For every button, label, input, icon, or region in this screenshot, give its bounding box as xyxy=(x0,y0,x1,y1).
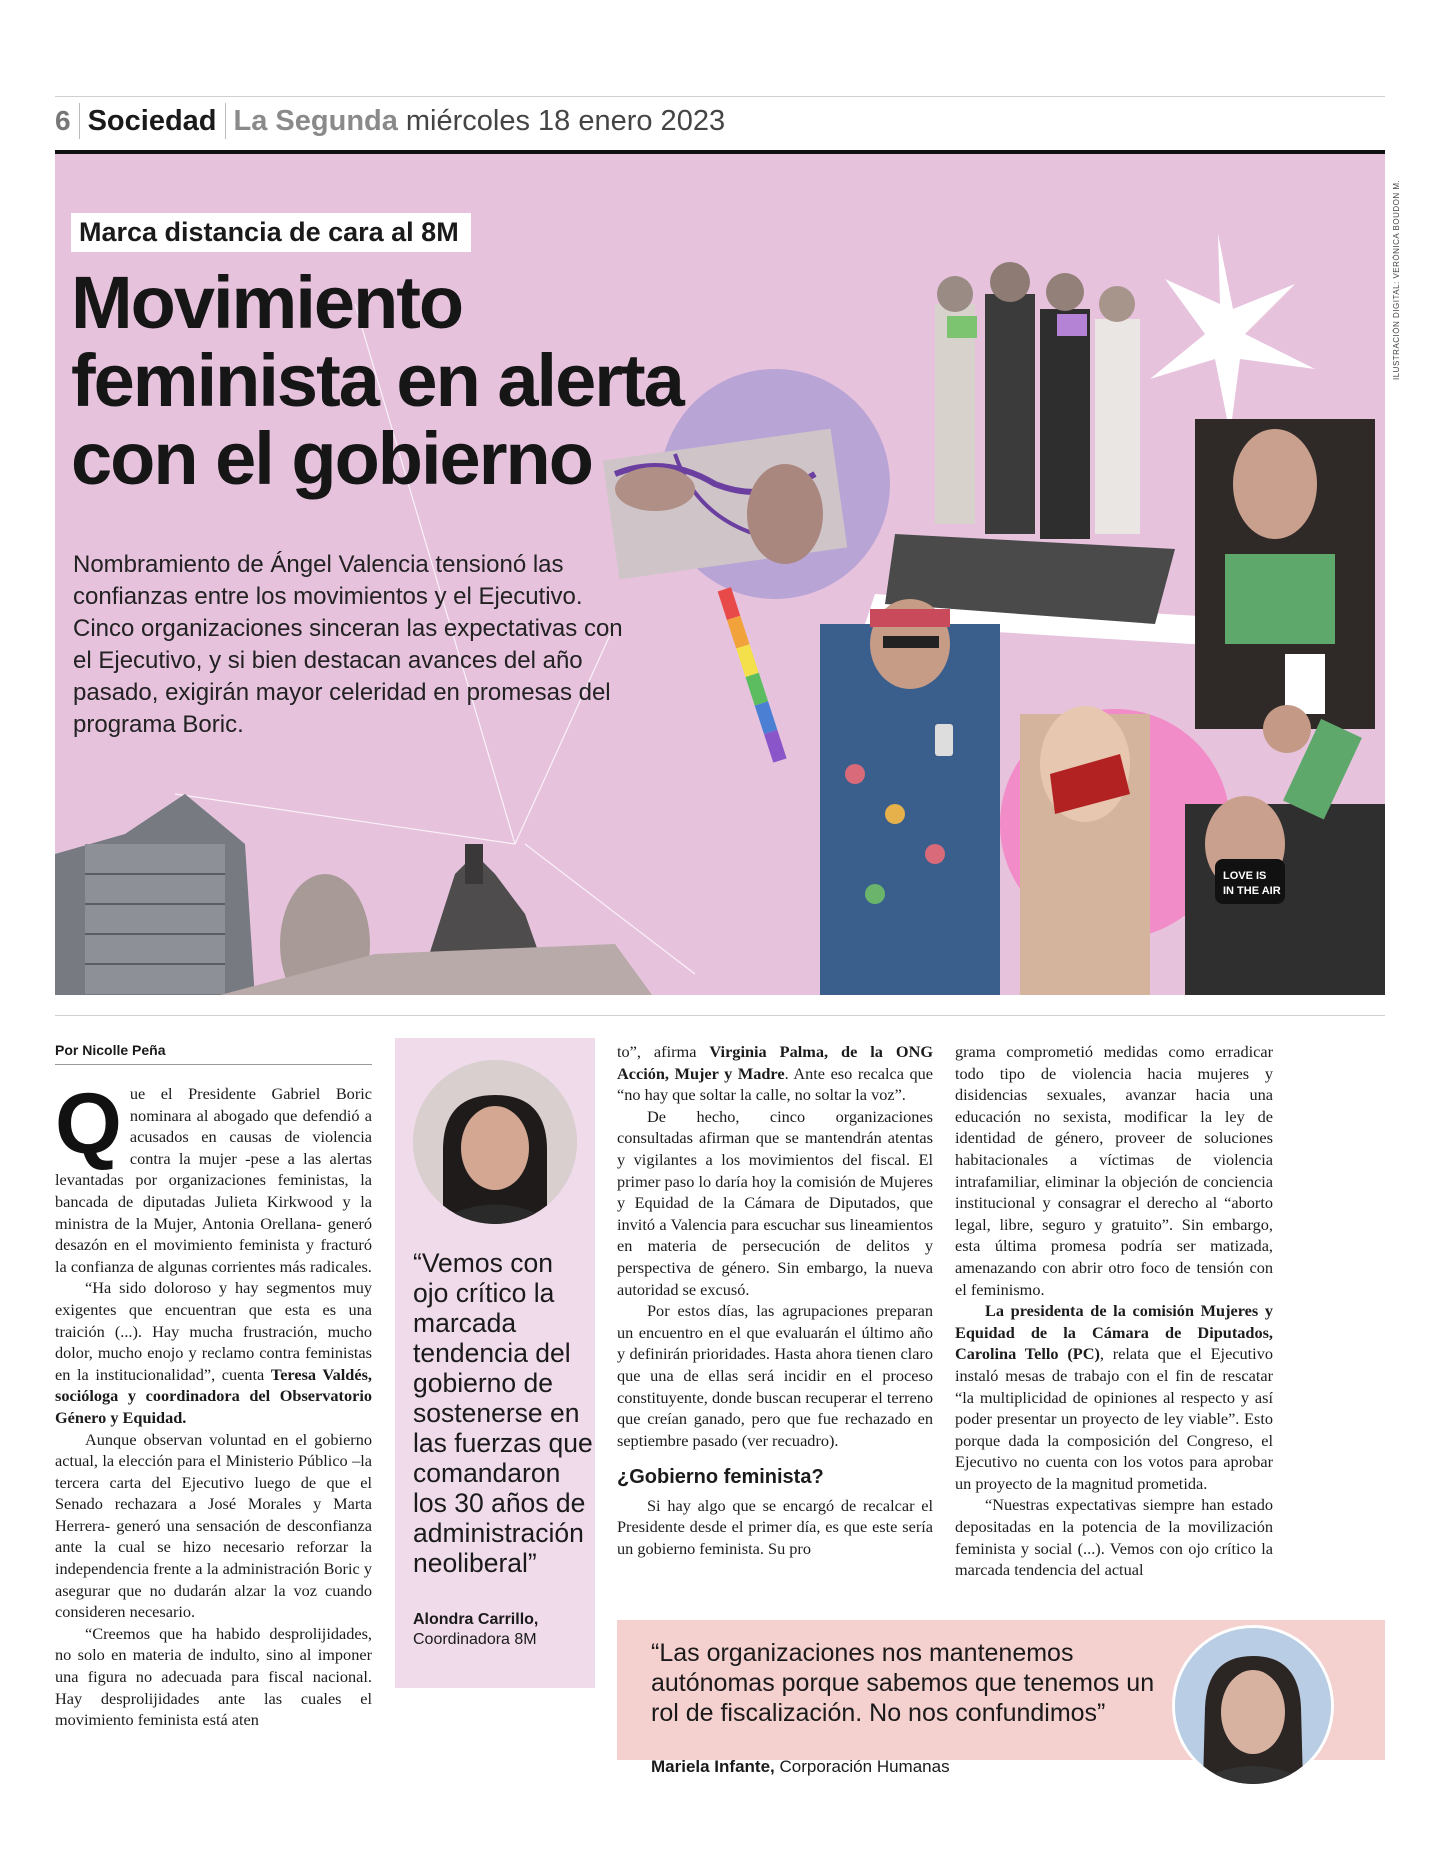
article-paragraph: De hecho, cinco organizaciones consultadas afirman que se mantendrán atentas y vigilantes a los movimientos del fiscal. El primer paso lo daría hoy la comisión de Mujeres y Equidad de la Cámara de Diputados, que invitó a Valencia para escuchar sus lineamientos en materia de persecución de delitos y perspectiva de género. Sin embargo, la nueva autoridad se excusó. xyxy=(617,1106,933,1299)
pull-quote-text: “Las organizaciones nos mantenemos autónomas porque sabemos que tenemos un rol de fiscalización. No nos confundimos” xyxy=(651,1639,1155,1727)
article-column-1 xyxy=(55,1076,372,1731)
woman-red-hand-photo xyxy=(1020,706,1150,995)
article-paragraph: “Creemos que ha habido desprolijidades, no solo en materia de indulto, sino al imponer una figura no adecuada para fiscal nacional. Hay desprolijidades ante las cuales el movimiento feminista está aten xyxy=(55,1623,372,1730)
article-paragraph: Si hay algo que se encargó de recalcar el Presidente desde el primer día, es que este sería un gobierno feminista. Su pro xyxy=(617,1495,933,1559)
page-header xyxy=(55,101,725,141)
woman-sunglasses-photo xyxy=(820,599,1000,995)
page-number: 6 xyxy=(55,103,80,139)
byline: Por Nicolle Peña xyxy=(55,1042,372,1065)
pull-quote-attribution: Mariela Infante, Corporación Humanas xyxy=(651,1757,950,1776)
pull-quote-box xyxy=(617,1620,1385,1776)
side-quote-box xyxy=(395,1038,595,1688)
hero-bottom-rule xyxy=(55,1015,1385,1016)
article-paragraph: Aunque observan voluntad en el gobierno actual, la elección para el Ministerio Público –la tercera carta del Ejecutivo luego de que el Senado rechazara a José Morales y Marta Herrera- generó una sensación de desconfianza ante la cual se hizo necesario reforzar la independencia frente a la administración Boric y asegurar que no dudarán alzar la voz cuando consideren necesario. xyxy=(55,1429,372,1622)
dropcap: Q xyxy=(55,1076,122,1172)
article-subhead: ¿Gobierno feminista? xyxy=(617,1466,824,1489)
alondra-carrillo-portrait xyxy=(413,1060,577,1224)
mask-text: LOVE IS xyxy=(1223,870,1267,882)
article-paragraph: Por estos días, las agrupaciones preparan un encuentro en el que evaluarán el último año y definirán prioridades. Hasta ahora tienen claro que una de ellas será incidir en el proceso constituyente, donde buscan recuperar el terreno que creían ganado, pero que fue rechazado en septiembre pasado (ver recuadro). xyxy=(617,1301,933,1450)
illustration-credit: ILUSTRACIÓN DIGITAL: VERÓNICA BOUDON M. xyxy=(1392,179,1401,380)
article-paragraph: grama comprometió medidas como erradicar todo tipo de violencia hacia mujeres y disidencias sexuales, avanzar hacia una educación no sexista, modificar la ley de identidad de género, proveer de soluciones habitacionales a víctimas de violencia intrafamiliar, eliminar la objeción de conciencia institucional y consagrar el derecho al “aborto legal, libre, seguro y gratuito”. Sin embargo, esta última promesa podría ser matizada, amenazando con abrir otro foco de tensión con el feminismo. xyxy=(955,1042,1273,1299)
svg-text:IN THE AIR: IN THE AIR xyxy=(1223,885,1281,897)
kicker-label: Marca distancia de cara al 8M xyxy=(71,213,471,252)
side-quote-attribution: Alondra Carrillo, Coordinadora 8M xyxy=(413,1611,539,1648)
deck-summary: Nombramiento de Ángel Valencia tensionó las confianzas entre los movimientos y el Ejecutivo. Cinco organizaciones sinceran las expectativas con el Ejecutivo, y si bien destacan avances del año pasado, exigirán mayor celeridad en promesas del programa Boric. xyxy=(73,551,623,738)
headline-light-1: en alerta xyxy=(377,339,683,422)
article-paragraph: La presidenta de la comisión Mujeres y Equidad de la Cámara de Diputados, Carolina Tello (PC), relata que el Ejecutivo instaló mesas de trabajo con el fin de rescatar “la multiplicidad de opiniones al respecto y así poder presentar un proyecto de ley viable”. Esto porque dada la composición del Congreso, el Ejecutivo no cuenta con los votos para aprobar un proyecto de la magnitud prometida. xyxy=(955,1301,1273,1493)
top-rule xyxy=(55,96,1385,97)
article-paragraph: “Ha sido doloroso y hay segmentos muy exigentes que encuentran que esta es una traición (...). Hay mucha frustración, mucho dolor, mucho enojo y reclamo contra feministas en la institucionalidad”, cuenta Teresa Valdés, socióloga y coordinadora del Observatorio Género y Equidad. xyxy=(55,1278,372,1427)
side-quote-text: “Vemos con ojo crítico la marcada tendencia del gobierno de sostenerse en las fuerzas que comandaron los 30 años de administración neoliberal” xyxy=(413,1248,593,1578)
woman-green-scarf-photo xyxy=(1195,419,1375,729)
sparkle-shape xyxy=(1150,234,1315,434)
section-name: Sociedad xyxy=(88,103,226,139)
article-paragraph: “Nuestras expectativas siempre han estado depositadas en la potencia de la movilización feminista y social (...). Vemos con ojo crítico la marcada tendencia del actual xyxy=(955,1495,1273,1580)
issue-date: miércoles 18 enero 2023 xyxy=(405,104,726,137)
article-column-4 xyxy=(955,1041,1273,1581)
rainbow-flag xyxy=(718,587,787,763)
newspaper-name: La Segunda xyxy=(233,104,398,137)
headline xyxy=(71,261,791,500)
hero-illustration xyxy=(55,150,1385,995)
article-column-3 xyxy=(617,1041,933,1560)
woman-mask-photo xyxy=(1185,705,1385,995)
headline-bold-1: Movimiento xyxy=(71,261,463,344)
headline-bold-2: feminista xyxy=(71,339,378,422)
article-paragraph: Que el Presidente Gabriel Boric nominara al abogado que defendió a acusados en causas de violencia contra la mujer -pese a las alertas levantadas por organizaciones feministas, la bancada de diputadas Julieta Kirkwood y la ministra de la Mujer, Antonia Orellana- generó desazón en el movimiento feminista y fracturó la confianza de algunas corrientes más radicales. xyxy=(55,1076,372,1276)
article-paragraph: to”, afirma Virginia Palma, de la ONG Acción, Mujer y Madre. Ante eso recalca que “no hay que soltar la calle, no soltar la voz”. xyxy=(617,1042,934,1105)
city-buildings-photo xyxy=(55,794,655,995)
headline-light-2: con el gobierno xyxy=(71,417,592,500)
mariela-infante-portrait xyxy=(1172,1625,1334,1787)
